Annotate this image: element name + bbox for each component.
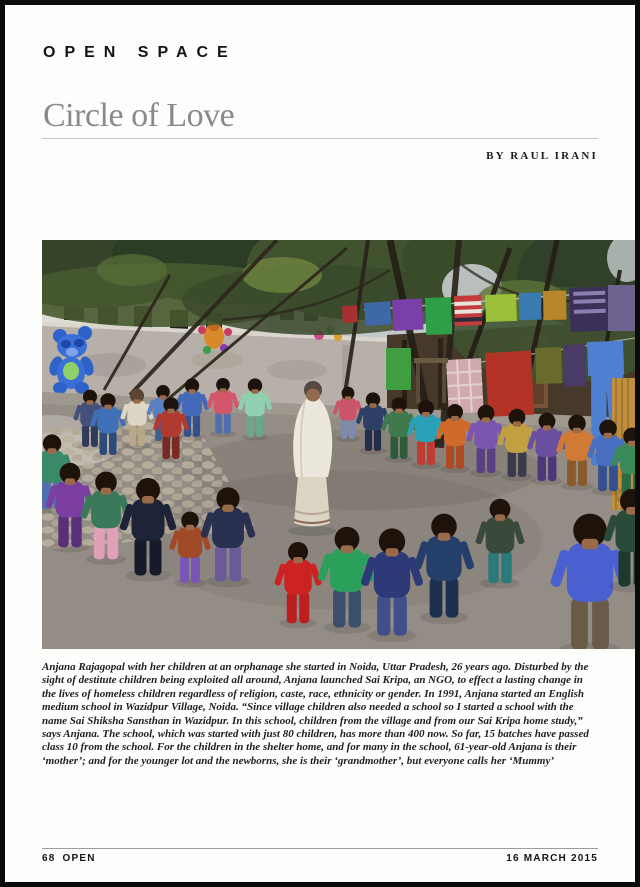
footer [42, 853, 598, 864]
article-title: Circle of Love [43, 97, 235, 134]
section-label: OPEN SPACE [43, 44, 237, 61]
photo-caption: Anjana Rajagopal with her children at an orphanage she started in Noida, Uttar Pradesh, 26 years ago. Disturbed by the sight of destitute children being exploited all around, Anjana launched Sai Kripa, an NGO, to effect a lasting change in the lives of homeless children regardless of religion, caste, race, ethnicity or gender. In 1991, Anjana started an English medium school in Wazidpur Village, Noida. “Since village children also needed a school so I started a school with the name Sai Shiksha Sansthan in Wazidpur. In this school, children from the village and from our Sai Kripa home study,” says Anjana. The school, which was started with just 80 children, has more than 400 now. So far, 15 batches have passed class 10 from the school. For the children in the shelter home, and for many in the school, 61-year-old Anjana is their ‘mother’; and for the younger lot and the newborns, she is their ‘grandmother’, but everyone calls her ‘Mummy’ [42, 661, 589, 767]
title-rule [42, 138, 598, 139]
footer-rule [42, 848, 598, 849]
photo-illustration [42, 240, 635, 649]
page-number: 68 [42, 853, 56, 864]
footer-left [42, 853, 96, 864]
magazine-page [5, 5, 635, 882]
byline: BY RAUL IRANI [486, 150, 598, 162]
article-photo [42, 240, 635, 649]
magazine-name: OPEN [62, 853, 96, 864]
issue-date: 16 MARCH 2015 [506, 853, 598, 864]
